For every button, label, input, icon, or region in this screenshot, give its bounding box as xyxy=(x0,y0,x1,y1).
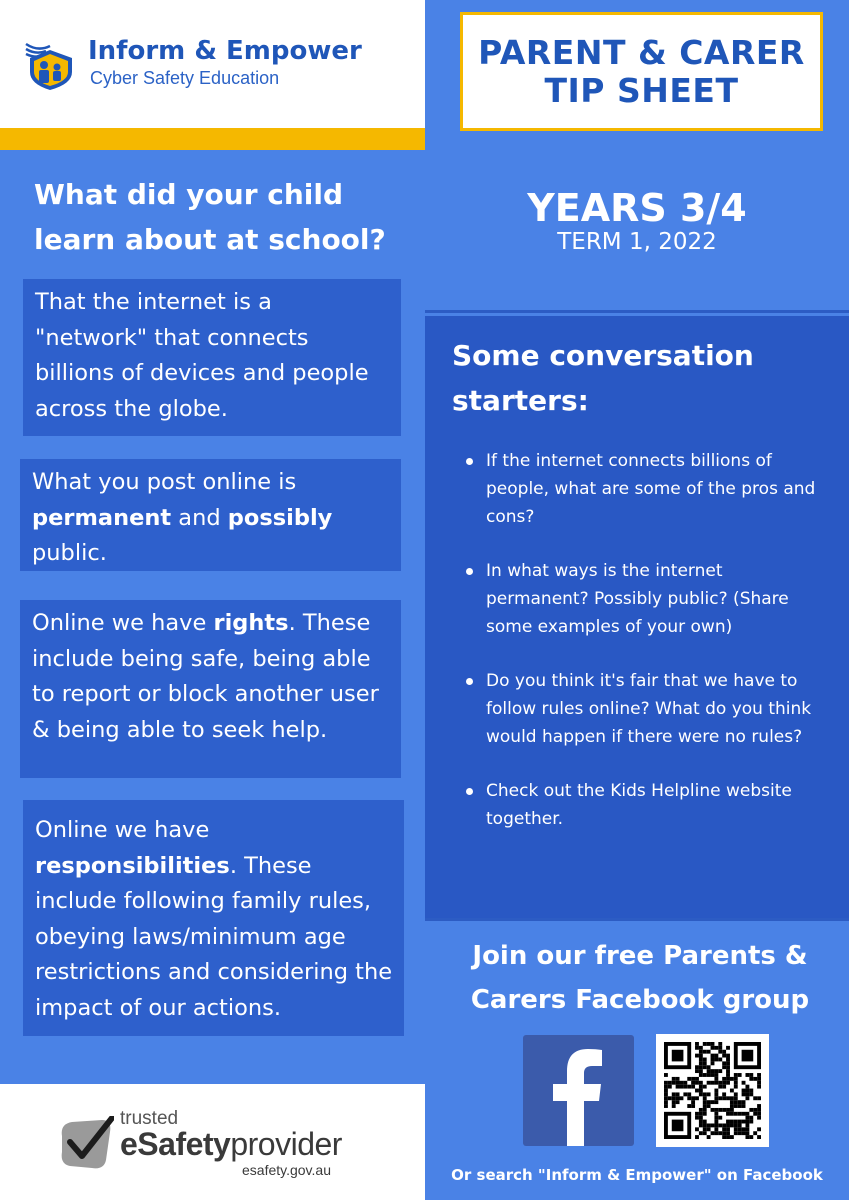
logo-text xyxy=(88,36,362,89)
bullet-icon xyxy=(466,458,473,465)
list-item xyxy=(464,557,824,641)
esafety-domain: esafety.gov.au xyxy=(242,1162,331,1178)
qr-code[interactable] xyxy=(656,1034,769,1147)
learning-card xyxy=(23,279,401,436)
card-emphasis: rights xyxy=(213,610,289,636)
list-item-text: Do you think it's fair that we have to follow rules online? What do you think would happen if there were no rules? xyxy=(486,671,812,747)
bullet-icon xyxy=(466,678,473,685)
learning-card xyxy=(23,800,404,1036)
logo-title: Inform & Empower xyxy=(88,36,362,66)
card-text: Online we have xyxy=(35,817,210,843)
card-text: . These include following family rules, obeying laws/minimum age restrictions and considering the impact of our actions. xyxy=(35,852,393,1021)
card-text: and xyxy=(171,504,228,531)
card-emphasis: possibly xyxy=(227,504,333,531)
term-label: TERM 1, 2022 xyxy=(557,229,717,255)
list-item xyxy=(464,667,824,751)
card-text: public. xyxy=(32,540,107,566)
card-text: That the internet is a "network" that connects billions of devices and people across the globe. xyxy=(35,289,369,422)
conversation-list xyxy=(464,447,824,859)
facebook-f-glyph xyxy=(523,1035,634,1146)
bullet-icon xyxy=(466,788,473,795)
esafety-provider-logo xyxy=(58,1108,358,1180)
list-item-text: Check out the Kids Helpline website together. xyxy=(486,781,792,829)
gold-divider xyxy=(0,128,425,150)
bullet-icon xyxy=(466,568,473,575)
esafety-brand-rest: provider xyxy=(230,1126,342,1162)
card-text: . These include being safe, being able to report or block another user & being able to seek help. xyxy=(32,610,379,743)
qr-code-pattern xyxy=(664,1042,761,1139)
card-emphasis: permanent xyxy=(32,504,172,531)
shield-logo-icon xyxy=(24,38,76,90)
title-line-2: TIP SHEET xyxy=(544,70,739,110)
card-text: Online we have xyxy=(32,610,214,636)
facebook-search-hint: Or search "Inform & Empower" on Facebook xyxy=(451,1166,823,1184)
inform-empower-logo xyxy=(24,36,362,90)
check-mark-icon xyxy=(58,1116,114,1172)
list-item xyxy=(464,777,824,833)
trusted-label: trusted xyxy=(120,1108,179,1129)
list-item xyxy=(464,447,824,531)
year-level: YEARS 3/4 xyxy=(527,186,747,230)
conversation-heading: Some conversation starters: xyxy=(452,339,754,417)
logo-subtitle: Cyber Safety Education xyxy=(90,68,280,88)
card-emphasis: responsibilities xyxy=(35,852,230,879)
esafety-brand-bold: eSafety xyxy=(120,1126,231,1162)
tip-sheet-title xyxy=(460,12,823,131)
title-line-1: PARENT & CARER xyxy=(478,32,805,72)
learning-card xyxy=(20,459,401,571)
learning-card xyxy=(20,600,401,778)
list-item-text: If the internet connects billions of people, what are some of the pros and cons? xyxy=(486,451,816,527)
facebook-icon[interactable] xyxy=(523,1035,634,1146)
learning-heading: What did your child learn about at school? xyxy=(34,178,386,256)
esafety-brand xyxy=(120,1126,342,1163)
card-text: What you post online is xyxy=(32,469,297,495)
join-facebook-heading: Join our free Parents & Carers Facebook group xyxy=(470,941,810,1015)
list-item-text: In what ways is the internet permanent? Possibly public? (Share some examples of your own) xyxy=(486,561,789,637)
